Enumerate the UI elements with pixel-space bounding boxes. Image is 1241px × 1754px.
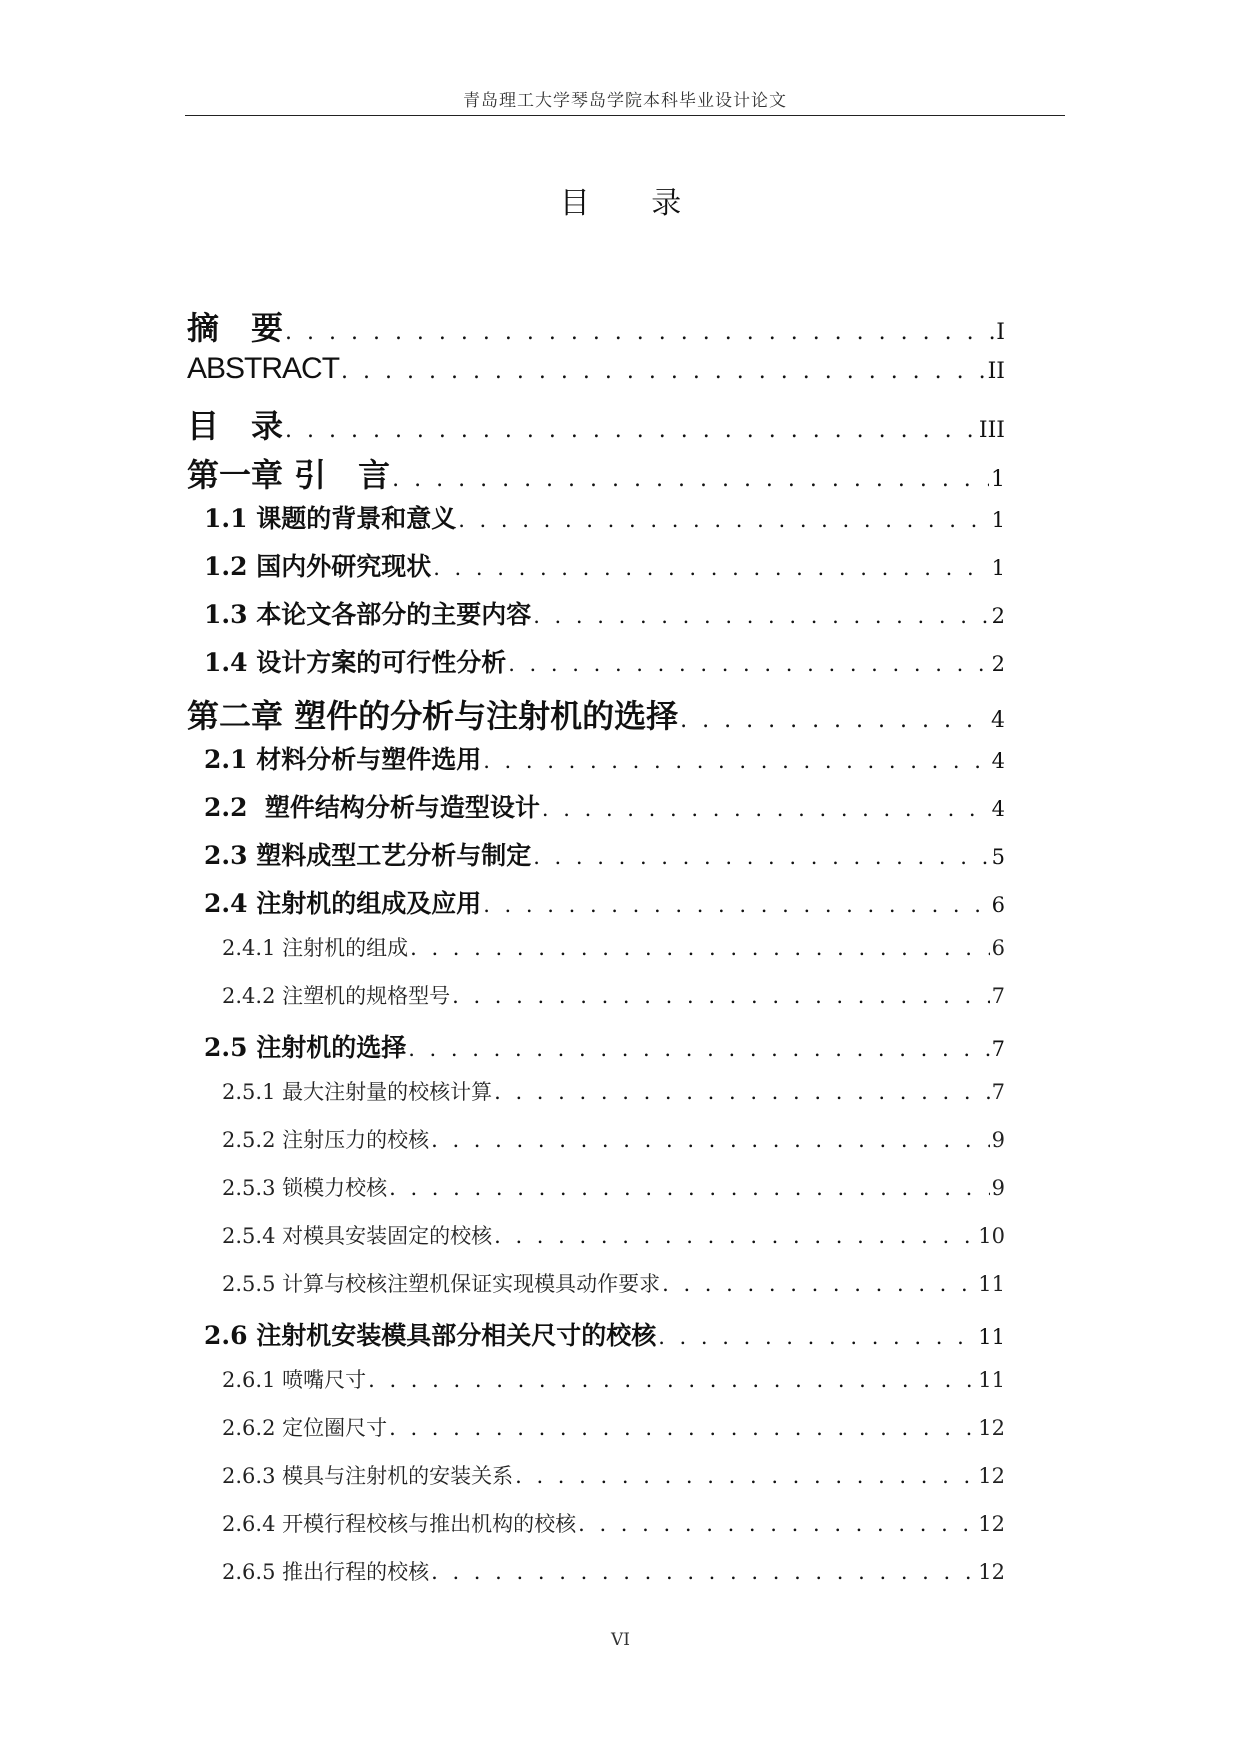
toc-entry-page: 5 bbox=[991, 845, 1005, 869]
toc-entry-page: 7 bbox=[991, 1037, 1005, 1061]
toc-entry-page: 12 bbox=[978, 1512, 1005, 1536]
toc-dot-leader bbox=[389, 1176, 990, 1200]
toc-entry-title: 2.1 材料分析与塑件选用 bbox=[204, 745, 482, 774]
toc-entry-title: 1.3 本论文各部分的主要内容 bbox=[204, 600, 532, 629]
toc-entry-page: 1 bbox=[991, 508, 1005, 532]
toc-entry[interactable] bbox=[187, 595, 1005, 643]
toc-dot-leader bbox=[483, 749, 989, 773]
toc-entry[interactable] bbox=[187, 1220, 1005, 1268]
toc-dot-leader bbox=[494, 1080, 990, 1104]
page-number: VI bbox=[611, 1630, 630, 1650]
toc-entry[interactable] bbox=[187, 1124, 1005, 1172]
toc-title: 目 录 bbox=[559, 186, 708, 221]
toc-entry-title: 1.4 设计方案的可行性分析 bbox=[204, 648, 507, 677]
toc-entry-title: 2.6.5 推出行程的校核 bbox=[222, 1560, 430, 1584]
toc-entry[interactable] bbox=[187, 1460, 1005, 1508]
toc-dot-leader bbox=[578, 1512, 976, 1536]
toc-entry[interactable] bbox=[187, 1316, 1005, 1364]
toc-entry-page: 2 bbox=[991, 604, 1005, 628]
toc-entry[interactable] bbox=[187, 836, 1005, 884]
toc-dot-leader bbox=[458, 508, 989, 532]
toc-entry-title: 第二章 塑件的分析与注射机的选择 bbox=[187, 697, 679, 735]
toc-entry-title: 2.6 注射机安装模具部分相关尺寸的校核 bbox=[204, 1321, 657, 1350]
toc-dot-leader bbox=[483, 893, 989, 917]
toc-entry[interactable] bbox=[187, 303, 1005, 352]
toc-entry-page: II bbox=[987, 359, 1005, 384]
toc-entry[interactable] bbox=[187, 1412, 1005, 1460]
header-divider bbox=[185, 115, 1065, 116]
toc-dot-leader bbox=[285, 320, 994, 345]
toc-entry-page: 11 bbox=[978, 1325, 1005, 1349]
toc-entry-page: 1 bbox=[991, 467, 1005, 492]
toc-entry[interactable] bbox=[187, 1556, 1005, 1604]
toc-entry[interactable] bbox=[187, 1508, 1005, 1556]
toc-entry-title: 2.2 塑件结构分析与造型设计 bbox=[204, 793, 540, 822]
toc-dot-leader bbox=[431, 1128, 990, 1152]
toc-entry-title: 2.5 注射机的选择 bbox=[204, 1033, 407, 1062]
toc-entry[interactable] bbox=[187, 352, 1005, 401]
toc-dot-leader bbox=[542, 797, 990, 821]
toc-entry-page: 11 bbox=[978, 1368, 1005, 1392]
toc-entry-title: 2.4.1 注射机的组成 bbox=[222, 936, 409, 960]
toc-entry[interactable] bbox=[187, 788, 1005, 836]
toc-entry-title: 2.5.1 最大注射量的校核计算 bbox=[222, 1080, 493, 1104]
toc-entry-title: 2.3 塑料成型工艺分析与制定 bbox=[204, 841, 532, 870]
toc-dot-leader bbox=[410, 936, 990, 960]
running-header: 青岛理工大学琴岛学院本科毕业设计论文 bbox=[463, 91, 787, 111]
toc-entry[interactable] bbox=[187, 1076, 1005, 1124]
toc-entry[interactable] bbox=[187, 401, 1005, 450]
toc-dot-leader bbox=[408, 1037, 989, 1061]
toc-entry-page: 6 bbox=[991, 936, 1005, 960]
toc-entry-page: 12 bbox=[978, 1560, 1005, 1584]
toc-entry-title: ABSTRACT bbox=[187, 352, 340, 385]
toc-dot-leader bbox=[368, 1368, 976, 1392]
toc-dot-leader bbox=[658, 1325, 976, 1349]
toc-dot-leader bbox=[285, 418, 977, 443]
toc-entry-page: 1 bbox=[991, 556, 1005, 580]
toc-dot-leader bbox=[533, 604, 989, 628]
toc-entry-title: 2.4 注射机的组成及应用 bbox=[204, 889, 482, 918]
toc-dot-leader bbox=[494, 1224, 976, 1248]
toc-entry[interactable] bbox=[187, 1172, 1005, 1220]
toc-entry[interactable] bbox=[187, 643, 1005, 691]
toc-entry-page: 9 bbox=[991, 1128, 1005, 1152]
toc-entry-title: 1.2 国内外研究现状 bbox=[204, 552, 432, 581]
toc-entry-page: 4 bbox=[991, 708, 1005, 733]
toc-entry-page: 11 bbox=[978, 1272, 1005, 1296]
toc-entry[interactable] bbox=[187, 691, 1005, 740]
toc-entry[interactable] bbox=[187, 450, 1005, 499]
toc-dot-leader bbox=[680, 708, 989, 733]
toc-entry-title: 2.5.3 锁模力校核 bbox=[222, 1176, 388, 1200]
toc-entry-title: 2.6.2 定位圈尺寸 bbox=[222, 1416, 388, 1440]
toc-entry-title: 2.6.3 模具与注射机的安装关系 bbox=[222, 1464, 514, 1488]
table-of-contents bbox=[187, 303, 1005, 1604]
toc-entry-title: 2.6.1 喷嘴尺寸 bbox=[222, 1368, 367, 1392]
toc-dot-leader bbox=[433, 556, 989, 580]
toc-entry-page: 4 bbox=[991, 797, 1005, 821]
toc-dot-leader bbox=[662, 1272, 976, 1296]
toc-dot-leader bbox=[389, 1416, 976, 1440]
toc-entry-title: 1.1 课题的背景和意义 bbox=[204, 504, 457, 533]
toc-entry[interactable] bbox=[187, 980, 1005, 1028]
toc-entry[interactable] bbox=[187, 884, 1005, 932]
toc-entry-title: 摘 要 bbox=[187, 309, 284, 347]
toc-entry[interactable] bbox=[187, 1028, 1005, 1076]
toc-entry-page: I bbox=[996, 320, 1005, 345]
toc-entry-title: 目 录 bbox=[187, 407, 284, 445]
toc-entry-title: 2.5.5 计算与校核注塑机保证实现模具动作要求 bbox=[222, 1272, 661, 1296]
toc-entry[interactable] bbox=[187, 1364, 1005, 1412]
toc-entry-title: 2.5.4 对模具安装固定的校核 bbox=[222, 1224, 493, 1248]
toc-entry[interactable] bbox=[187, 1268, 1005, 1316]
toc-entry-page: 4 bbox=[991, 749, 1005, 773]
toc-entry-page: 12 bbox=[978, 1464, 1005, 1488]
toc-entry-title: 2.5.2 注射压力的校核 bbox=[222, 1128, 430, 1152]
toc-entry-page: 9 bbox=[991, 1176, 1005, 1200]
toc-dot-leader bbox=[392, 467, 989, 492]
toc-entry-title: 2.4.2 注塑机的规格型号 bbox=[222, 984, 451, 1008]
toc-entry[interactable] bbox=[187, 740, 1005, 788]
toc-entry-title: 第一章 引 言 bbox=[187, 456, 391, 494]
toc-entry[interactable] bbox=[187, 499, 1005, 547]
toc-entry-page: 2 bbox=[991, 652, 1005, 676]
toc-dot-leader bbox=[533, 845, 989, 869]
toc-entry[interactable] bbox=[187, 932, 1005, 980]
toc-entry-page: 6 bbox=[991, 893, 1005, 917]
toc-entry-title: 2.6.4 开模行程校核与推出机构的校核 bbox=[222, 1512, 577, 1536]
toc-dot-leader bbox=[341, 359, 986, 384]
toc-entry-page: III bbox=[978, 418, 1005, 443]
toc-entry-page: 7 bbox=[991, 1080, 1005, 1104]
toc-entry-page: 7 bbox=[991, 984, 1005, 1008]
toc-entry[interactable] bbox=[187, 547, 1005, 595]
toc-entry-page: 10 bbox=[978, 1224, 1005, 1248]
toc-dot-leader bbox=[515, 1464, 976, 1488]
toc-dot-leader bbox=[508, 652, 989, 676]
toc-entry-page: 12 bbox=[978, 1416, 1005, 1440]
toc-dot-leader bbox=[452, 984, 990, 1008]
toc-dot-leader bbox=[431, 1560, 976, 1584]
